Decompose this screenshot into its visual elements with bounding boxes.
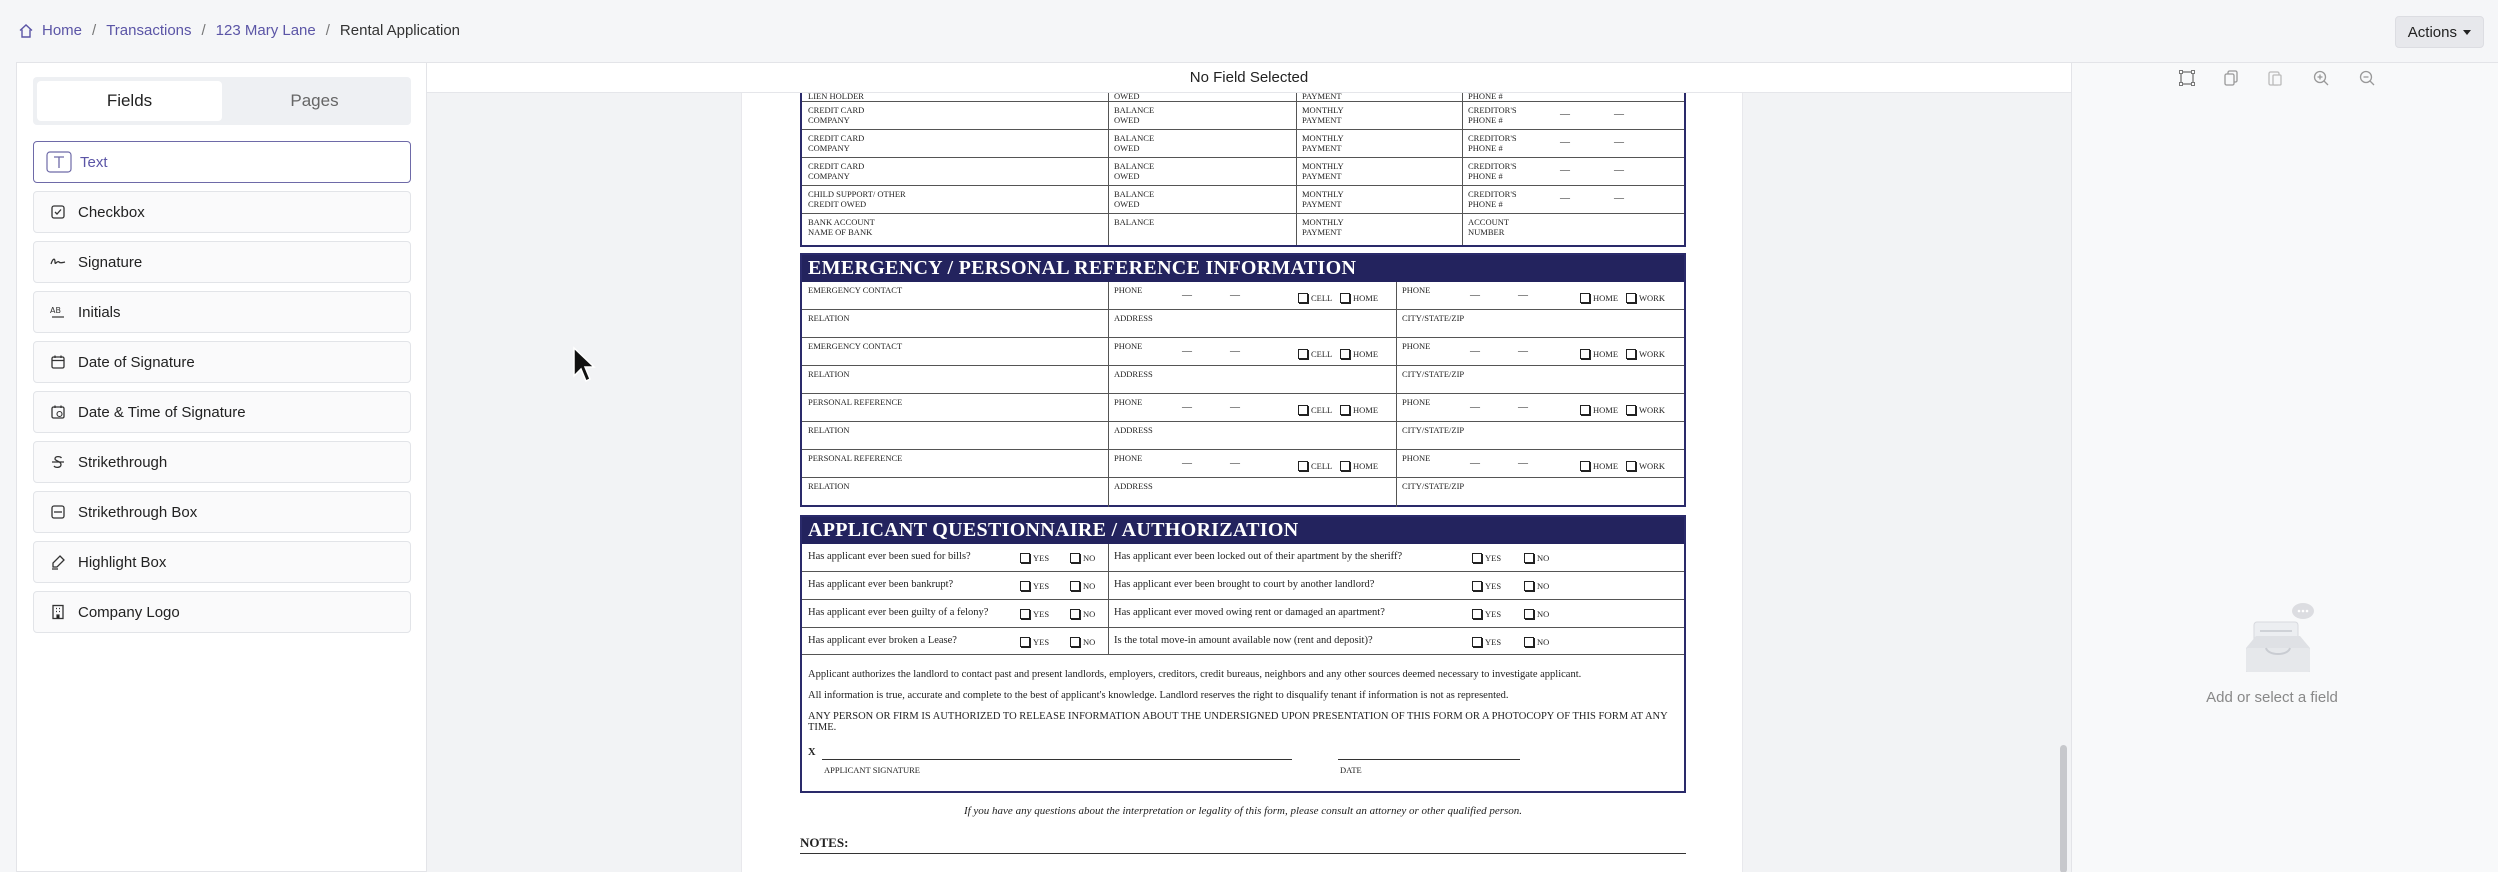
dash: — bbox=[1614, 137, 1624, 148]
no-checkbox[interactable]: NO bbox=[1070, 609, 1095, 619]
debt-monthly: MONTHLY PAYMENT bbox=[1302, 161, 1344, 181]
dash: — bbox=[1470, 290, 1480, 301]
debt-monthly: MONTHLY PAYMENT bbox=[1302, 133, 1344, 153]
field-label: Company Logo bbox=[78, 603, 180, 621]
debts-section bbox=[800, 93, 1686, 247]
breadcrumb-transactions[interactable]: Transactions bbox=[106, 22, 192, 39]
home-checkbox[interactable]: HOME bbox=[1340, 461, 1378, 471]
field-label: Signature bbox=[78, 253, 143, 271]
field-label: Strikethrough Box bbox=[78, 503, 198, 521]
home-checkbox[interactable]: HOME bbox=[1580, 293, 1618, 303]
relation-label: RELATION bbox=[808, 425, 850, 435]
phone-label: PHONE bbox=[1114, 285, 1143, 295]
dash: — bbox=[1470, 458, 1480, 469]
legal-footnote: If you have any questions about the interpretation or legality of this form, please consult an attorney or other qualified person. bbox=[963, 805, 1523, 817]
debt-creditor-phone: CREDITOR'S PHONE # bbox=[1468, 133, 1517, 153]
breadcrumb-separator: / bbox=[201, 22, 206, 39]
breadcrumb bbox=[18, 22, 460, 39]
breadcrumb-separator: / bbox=[325, 22, 330, 39]
field-date-of-signature[interactable] bbox=[33, 341, 411, 383]
initials-icon bbox=[50, 304, 66, 320]
dash: — bbox=[1560, 137, 1570, 148]
debt-monthly: MONTHLY PAYMENT bbox=[1302, 217, 1344, 237]
debt-credit-card: CREDIT CARD COMPANY bbox=[808, 105, 865, 125]
date-label: DATE bbox=[1340, 765, 1362, 775]
signature-x-mark: X bbox=[808, 747, 816, 758]
question-sued: Has applicant ever been sued for bills? bbox=[808, 551, 971, 562]
home-checkbox[interactable]: HOME bbox=[1340, 349, 1378, 359]
field-label: Date & Time of Signature bbox=[78, 403, 246, 421]
svg-text:AB: AB bbox=[50, 306, 61, 315]
scrollbar-thumb[interactable] bbox=[2060, 745, 2067, 872]
cell-checkbox[interactable]: CELL bbox=[1298, 405, 1332, 415]
no-checkbox[interactable]: NO bbox=[1070, 637, 1095, 647]
checkbox-icon bbox=[50, 204, 66, 220]
phone-label: PHONE bbox=[1114, 397, 1143, 407]
document-viewer bbox=[427, 62, 2071, 872]
home-icon[interactable] bbox=[18, 23, 34, 39]
debt-phone: PHONE # bbox=[1468, 93, 1503, 101]
debt-balance: BALANCE OWED bbox=[1114, 133, 1155, 153]
dash: — bbox=[1230, 402, 1240, 413]
zoom-out-icon[interactable] bbox=[2358, 69, 2376, 87]
yes-checkbox[interactable]: YES bbox=[1472, 609, 1501, 619]
dash: — bbox=[1560, 193, 1570, 204]
phone-label: PHONE bbox=[1114, 453, 1143, 463]
highlighter-icon bbox=[50, 554, 66, 570]
relation-label: RELATION bbox=[808, 369, 850, 379]
debt-lien-holder: LIEN HOLDER bbox=[808, 93, 864, 101]
debt-owed: OWED bbox=[1114, 93, 1140, 101]
debt-child-support: CHILD SUPPORT/ OTHER CREDIT OWED bbox=[808, 189, 906, 209]
signature-icon bbox=[50, 254, 66, 270]
no-checkbox[interactable]: NO bbox=[1524, 637, 1549, 647]
dash: — bbox=[1560, 165, 1570, 176]
document-page[interactable] bbox=[741, 93, 1743, 872]
no-checkbox[interactable]: NO bbox=[1070, 581, 1095, 591]
field-label: Initials bbox=[78, 303, 121, 321]
actions-button[interactable] bbox=[2395, 16, 2484, 48]
no-checkbox[interactable]: NO bbox=[1070, 553, 1095, 563]
field-label: Checkbox bbox=[78, 203, 145, 221]
tab-pages[interactable]: Pages bbox=[290, 91, 339, 110]
contact-label: EMERGENCY CONTACT bbox=[808, 341, 903, 351]
dash: — bbox=[1230, 458, 1240, 469]
selected-field-status: No Field Selected bbox=[427, 63, 2071, 93]
dash: — bbox=[1614, 193, 1624, 204]
release-text: ANY PERSON OR FIRM IS AUTHORIZED TO RELEASE INFORMATION ABOUT THE UNDERSIGNED UPON PRESENTATION OF THIS FORM OR A PHOTOCOPY OF THIS FORM AT ANY TIME. bbox=[808, 711, 1668, 733]
questionnaire-section bbox=[800, 515, 1686, 793]
debt-balance: BALANCE bbox=[1114, 217, 1155, 227]
field-date-time-of-signature[interactable] bbox=[33, 391, 411, 433]
dash: — bbox=[1182, 458, 1192, 469]
yes-checkbox[interactable]: YES bbox=[1472, 637, 1501, 647]
paste-icon[interactable] bbox=[2266, 69, 2284, 87]
work-checkbox[interactable]: WORK bbox=[1626, 349, 1665, 359]
question-move-in: Is the total move-in amount available now (rent and deposit)? bbox=[1114, 635, 1373, 646]
debt-balance: BALANCE OWED bbox=[1114, 189, 1155, 209]
cell-checkbox[interactable]: CELL bbox=[1298, 293, 1332, 303]
dash: — bbox=[1230, 290, 1240, 301]
fields-panel bbox=[16, 62, 427, 872]
calendar-clock-icon bbox=[50, 404, 66, 420]
field-label: Strikethrough bbox=[78, 453, 168, 471]
dash: — bbox=[1470, 346, 1480, 357]
notes-line bbox=[800, 853, 1686, 854]
address-label: ADDRESS bbox=[1114, 481, 1153, 491]
no-checkbox[interactable]: NO bbox=[1524, 609, 1549, 619]
dash: — bbox=[1614, 165, 1624, 176]
actions-label: Actions bbox=[2407, 23, 2457, 41]
breadcrumb-home[interactable]: Home bbox=[42, 22, 83, 39]
debt-creditor-phone: CREDITOR'S PHONE # bbox=[1468, 105, 1517, 125]
breadcrumb-separator: / bbox=[92, 22, 97, 39]
dash: — bbox=[1470, 402, 1480, 413]
tab-fields[interactable]: Fields bbox=[37, 81, 222, 121]
debt-credit-card: CREDIT CARD COMPANY bbox=[808, 161, 865, 181]
mouse-cursor-icon bbox=[572, 346, 596, 386]
questionnaire-title: APPLICANT QUESTIONNAIRE / AUTHORIZATION bbox=[802, 517, 1684, 544]
yes-checkbox[interactable]: YES bbox=[1020, 637, 1049, 647]
dash: — bbox=[1182, 290, 1192, 301]
address-label: ADDRESS bbox=[1114, 425, 1153, 435]
debt-payment: PAYMENT bbox=[1302, 93, 1342, 101]
field-highlight-box[interactable] bbox=[33, 541, 411, 583]
debt-creditor-phone: CREDITOR'S PHONE # bbox=[1468, 161, 1517, 181]
dash: — bbox=[1614, 109, 1624, 120]
field-text[interactable] bbox=[33, 141, 411, 183]
debt-balance: BALANCE OWED bbox=[1114, 161, 1155, 181]
zoom-in-icon[interactable] bbox=[2312, 69, 2330, 87]
cell-checkbox[interactable]: CELL bbox=[1298, 349, 1332, 359]
home-checkbox[interactable]: HOME bbox=[1580, 461, 1618, 471]
dash: — bbox=[1560, 109, 1570, 120]
question-locked-out: Has applicant ever been locked out of their apartment by the sheriff? bbox=[1114, 551, 1403, 562]
panel-tabs bbox=[33, 77, 411, 125]
debt-account-number: ACCOUNT NUMBER bbox=[1468, 217, 1509, 237]
field-initials[interactable] bbox=[33, 291, 411, 333]
dash: — bbox=[1518, 290, 1528, 301]
accuracy-text: All information is true, accurate and complete to the best of applicant's knowledge. Landlord reserves the right to disqualify tenant if information is not as represented. bbox=[808, 690, 1509, 701]
dash: — bbox=[1518, 346, 1528, 357]
address-label: ADDRESS bbox=[1114, 313, 1153, 323]
debt-monthly: MONTHLY PAYMENT bbox=[1302, 105, 1344, 125]
yes-checkbox[interactable]: YES bbox=[1020, 609, 1049, 619]
phone-label: PHONE bbox=[1114, 341, 1143, 351]
cell-checkbox[interactable]: CELL bbox=[1298, 461, 1332, 471]
field-label: Date of Signature bbox=[78, 353, 195, 371]
yes-checkbox[interactable]: YES bbox=[1472, 581, 1501, 591]
field-checkbox[interactable] bbox=[33, 191, 411, 233]
city-label: CITY/STATE/ZIP bbox=[1402, 313, 1465, 323]
work-checkbox[interactable]: WORK bbox=[1626, 293, 1665, 303]
contact-label: PERSONAL REFERENCE bbox=[808, 397, 903, 407]
work-checkbox[interactable]: WORK bbox=[1626, 405, 1665, 415]
field-company-logo[interactable] bbox=[33, 591, 411, 633]
empty-inbox-icon bbox=[2242, 598, 2314, 682]
relation-label: RELATION bbox=[808, 313, 850, 323]
field-strikethrough-box[interactable] bbox=[33, 491, 411, 533]
authorization-text: Applicant authorizes the landlord to contact past and present landlords, employers, creditors, credit bureaus, neighbors and any other sources deemed necessary to investigate applicant. bbox=[808, 669, 1582, 680]
empty-state-text: Add or select a field bbox=[2206, 689, 2338, 706]
home-checkbox[interactable]: HOME bbox=[1580, 349, 1618, 359]
no-checkbox[interactable]: NO bbox=[1524, 553, 1549, 563]
right-toolbar bbox=[2072, 63, 2498, 93]
dash: — bbox=[1518, 402, 1528, 413]
home-checkbox[interactable]: HOME bbox=[1580, 405, 1618, 415]
field-strikethrough[interactable] bbox=[33, 441, 411, 483]
breadcrumb-current: Rental Application bbox=[339, 22, 461, 39]
relation-label: RELATION bbox=[808, 481, 850, 491]
field-label: Text bbox=[80, 153, 108, 171]
emergency-title: EMERGENCY / PERSONAL REFERENCE INFORMATION bbox=[802, 255, 1684, 282]
top-bar bbox=[0, 0, 2498, 62]
text-icon bbox=[46, 151, 72, 173]
address-label: ADDRESS bbox=[1114, 369, 1153, 379]
city-label: CITY/STATE/ZIP bbox=[1402, 369, 1465, 379]
breadcrumb-property[interactable]: 123 Mary Lane bbox=[215, 22, 316, 39]
field-signature[interactable] bbox=[33, 241, 411, 283]
field-list bbox=[33, 141, 428, 641]
phone-label: PHONE bbox=[1402, 285, 1431, 295]
question-felony: Has applicant ever been guilty of a felony? bbox=[808, 607, 989, 618]
dash: — bbox=[1182, 346, 1192, 357]
no-checkbox[interactable]: NO bbox=[1524, 581, 1549, 591]
contact-label: PERSONAL REFERENCE bbox=[808, 453, 903, 463]
question-court: Has applicant ever been brought to court by another landlord? bbox=[1114, 579, 1375, 590]
work-checkbox[interactable]: WORK bbox=[1626, 461, 1665, 471]
copy-icon[interactable] bbox=[2222, 69, 2240, 87]
phone-label: PHONE bbox=[1402, 341, 1431, 351]
debt-monthly: MONTHLY PAYMENT bbox=[1302, 189, 1344, 209]
home-checkbox[interactable]: HOME bbox=[1340, 405, 1378, 415]
yes-checkbox[interactable]: YES bbox=[1472, 553, 1501, 563]
question-broken-lease: Has applicant ever broken a Lease? bbox=[808, 635, 957, 646]
caret-down-icon bbox=[2463, 30, 2471, 35]
select-area-icon[interactable] bbox=[2178, 69, 2196, 87]
phone-label: PHONE bbox=[1402, 397, 1431, 407]
phone-label: PHONE bbox=[1402, 453, 1431, 463]
contact-label: EMERGENCY CONTACT bbox=[808, 285, 903, 295]
debt-creditor-phone: CREDITOR'S PHONE # bbox=[1468, 189, 1517, 209]
debt-balance: BALANCE OWED bbox=[1114, 105, 1155, 125]
dash: — bbox=[1230, 346, 1240, 357]
strikethrough-icon bbox=[50, 454, 66, 470]
yes-checkbox[interactable]: YES bbox=[1020, 581, 1049, 591]
city-label: CITY/STATE/ZIP bbox=[1402, 425, 1465, 435]
debt-credit-card: CREDIT CARD COMPANY bbox=[808, 133, 865, 153]
yes-checkbox[interactable]: YES bbox=[1020, 553, 1049, 563]
question-owing-rent: Has applicant ever moved owing rent or damaged an apartment? bbox=[1114, 607, 1385, 618]
city-label: CITY/STATE/ZIP bbox=[1402, 481, 1465, 491]
notes-label: NOTES: bbox=[800, 835, 849, 850]
strikethrough-box-icon bbox=[50, 504, 66, 520]
question-bankrupt: Has applicant ever been bankrupt? bbox=[808, 579, 954, 590]
dash: — bbox=[1518, 458, 1528, 469]
home-checkbox[interactable]: HOME bbox=[1340, 293, 1378, 303]
debt-bank-account: BANK ACCOUNT NAME OF BANK bbox=[808, 217, 875, 237]
building-icon bbox=[50, 604, 66, 620]
properties-panel bbox=[2071, 62, 2498, 872]
field-label: Highlight Box bbox=[78, 553, 167, 571]
calendar-icon bbox=[50, 354, 66, 370]
emergency-section bbox=[800, 253, 1686, 507]
dash: — bbox=[1182, 402, 1192, 413]
applicant-signature-label: APPLICANT SIGNATURE bbox=[824, 765, 920, 775]
